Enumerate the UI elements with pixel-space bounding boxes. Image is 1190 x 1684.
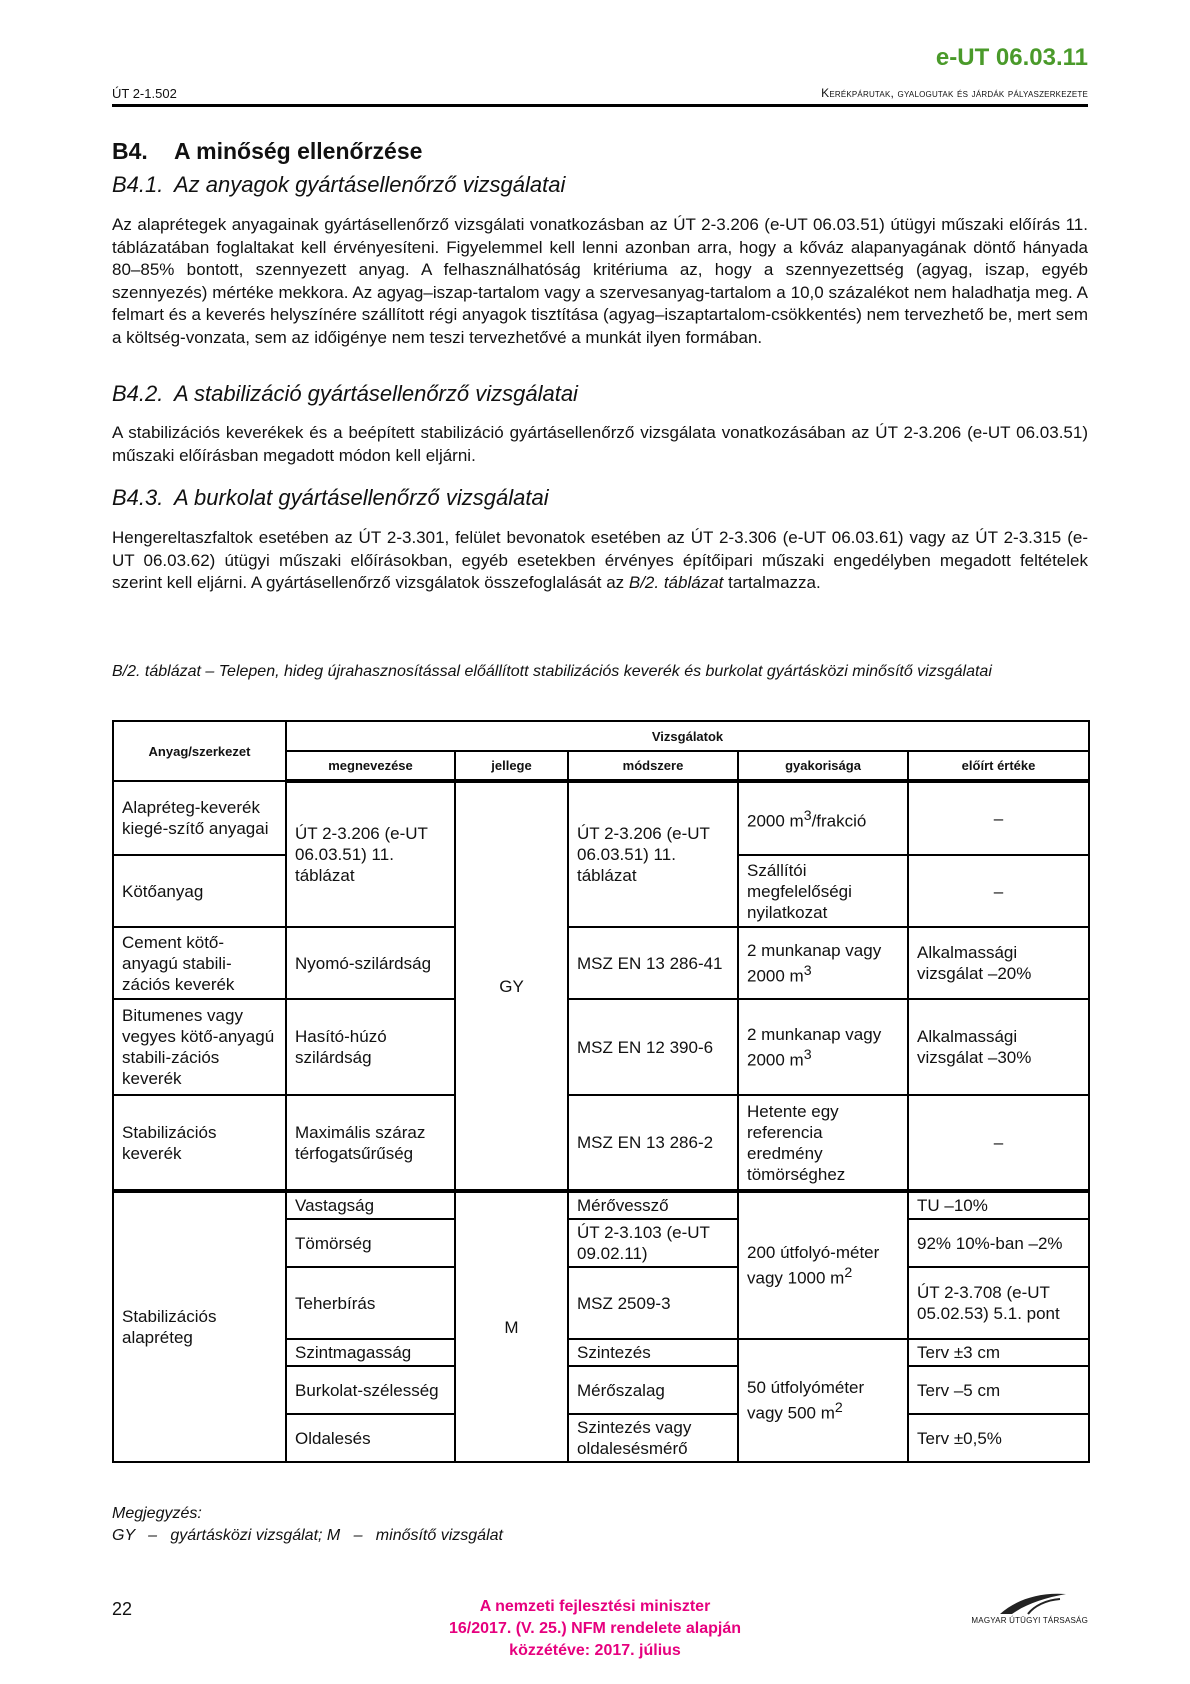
cell-value: Terv ±0,5% xyxy=(908,1414,1089,1462)
subsection-heading-b43 xyxy=(112,485,549,511)
cell-value: – xyxy=(908,781,1089,855)
cell-name: Oldalesés xyxy=(286,1414,455,1462)
note-line: GY – gyártásközi vizsgálat; M – minősítő vizsgálat xyxy=(112,1527,503,1544)
cell-name: Maximális száraz térfogatsűrűség xyxy=(286,1095,455,1191)
subsection-number: B4.3. xyxy=(112,485,164,510)
table-row xyxy=(113,927,1089,999)
header-standard-id: ÚT 2-1.502 xyxy=(112,86,177,101)
cell-value: Terv –5 cm xyxy=(908,1366,1089,1414)
header-material: Anyag/szerkezet xyxy=(113,721,286,781)
paragraph-b41: Az alaprétegek anyagainak gyártásellenőrző vizsgálati vonatkozásban az ÚT 2-3.206 (e-UT 06.03.51) útügyi műszaki előírás 11. táblázatában foglaltakat kell érvényesíteni. Figyelemmel kell lenni azonban arra, hogy a kőváz alapanyagának döntő hányada 80–85% bontott, szennyezett anyag. A felhasználhatóság kritériuma az, hogy a szennyezettség (agyag, iszap, egyéb szennyezés) mértéke mekkora. Az agyag–iszap-tartalom vagy a szervesanyag-tartalom a 10,0 százalékot nem haladhatja meg. A felmart és a keverés helyszínére szállított régi anyagok tisztítása (agyag–iszaptartalom-csökkentés) nem tervezhető be, mert sem a költség-vonzata, sem az időigénye nem teszi tervezhetővé a munkát ilyen formában. xyxy=(112,215,1088,347)
cell-frequency: Hetente egy referencia eredmény tömörséghez xyxy=(738,1095,908,1191)
table-caption: B/2. táblázat – Telepen, hideg újrahasznosítással előállított stabilizációs keverék és burkolat gyártásközi minősítő vizsgálatai xyxy=(112,663,992,680)
table-note xyxy=(112,1503,503,1547)
cell-type-m: M xyxy=(455,1191,568,1462)
cell-name: ÚT 2-3.206 (e-UT 06.03.51) 11. táblázat xyxy=(286,781,455,927)
cell-material: Alapréteg-keverék kiegé-szítő anyagai xyxy=(113,781,286,855)
section-number: B4. xyxy=(112,138,148,164)
footer-publication-note xyxy=(350,1596,840,1662)
section-title: A minőség ellenőrzése xyxy=(174,138,423,164)
document-code: e-UT 06.03.11 xyxy=(935,44,1088,71)
cell-value: – xyxy=(908,855,1089,927)
cell-material: Stabilizációs keverék xyxy=(113,1095,286,1191)
header-col-frequency: gyakorisága xyxy=(738,751,908,781)
tests-table xyxy=(112,720,1090,1463)
footer-line-2: 16/2017. (V. 25.) NFM rendelete alapján xyxy=(449,1620,741,1637)
cell-value: 92% 10%-ban –2% xyxy=(908,1219,1089,1267)
table-row xyxy=(113,1191,1089,1219)
cell-name: Vastagság xyxy=(286,1191,455,1219)
subsection-heading-b42 xyxy=(112,381,578,407)
table-row xyxy=(113,999,1089,1095)
cell-method: Szintezés vagy oldalesésmérő xyxy=(568,1414,738,1462)
cell-value: – xyxy=(908,1095,1089,1191)
cell-method: MSZ EN 13 286-41 xyxy=(568,927,738,999)
cell-material: Kötőanyag xyxy=(113,855,286,927)
cell-value: Alkalmassági vizsgálat –30% xyxy=(908,999,1089,1095)
cell-frequency: 2 munkanap vagy 2000 $m^3$ xyxy=(738,927,908,999)
cell-frequency: Szállítói megfelelőségi nyilatkozat xyxy=(738,855,908,927)
header-tests: Vizsgálatok xyxy=(286,721,1089,751)
subsection-number: B4.1. xyxy=(112,172,164,197)
cell-frequency: 50 útfolyóméter vagy 500 $m^2$ xyxy=(738,1339,908,1462)
cell-value: ÚT 2-3.708 (e-UT 05.02.53) 5.1. pont xyxy=(908,1267,1089,1339)
header-rule xyxy=(112,104,1088,107)
footer-line-1: A nemzeti fejlesztési miniszter xyxy=(479,1598,711,1615)
footer-line-3: közzétéve: 2017. július xyxy=(509,1642,681,1659)
cell-method: MSZ 2509-3 xyxy=(568,1267,738,1339)
road-swoosh-icon xyxy=(998,1590,1068,1616)
header-col-name: megnevezése xyxy=(286,751,455,781)
table-row xyxy=(113,781,1089,855)
cell-name: Tömörség xyxy=(286,1219,455,1267)
cell-method: Mérővessző xyxy=(568,1191,738,1219)
cell-value: TU –10% xyxy=(908,1191,1089,1219)
cell-frequency: 2000 $m^3$/frakció xyxy=(738,781,908,855)
paragraph-text: Hengereltaszfaltok esetében az ÚT 2-3.301, felület bevonatok esetében az ÚT 2-3.306 (e-UT 06.03.61) vagy az ÚT 2-3.315 (e-UT 06.03.62) útügyi műszaki előírásokban, egyéb esetekben érvényes építőipari műszaki engedélyben megadott feltételek szerint kell eljárni. A gyártásellenőrző vizsgálatok összefoglalását az xyxy=(112,528,1088,593)
paragraph-b42: A stabilizációs keverékek és a beépített stabilizáció gyártásellenőrző vizsgálata vonatkozásában az ÚT 2-3.206 (e-UT 06.03.51) műszaki előírásban megadott módon kell eljárni. xyxy=(112,423,1088,465)
logo-text: MAGYAR ÚTÜGYI TÁRSASÁG xyxy=(971,1616,1088,1625)
cell-material: Bitumenes vagy vegyes kötő-anyagú stabili-zációs keverék xyxy=(113,999,286,1095)
cell-method: ÚT 2-3.206 (e-UT 06.03.51) 11. táblázat xyxy=(568,781,738,927)
cell-material: Cement kötő-anyagú stabili-zációs keverék xyxy=(113,927,286,999)
cell-value: Alkalmassági vizsgálat –20% xyxy=(908,927,1089,999)
header-document-title: Kerékpárutak, gyalogutak és járdák pályaszerkezete xyxy=(821,86,1088,100)
header-col-method: módszere xyxy=(568,751,738,781)
table-row xyxy=(113,1095,1089,1191)
note-title: Megjegyzés: xyxy=(112,1505,202,1522)
header-col-value: előírt értéke xyxy=(908,751,1089,781)
cell-material: Stabilizációs alapréteg xyxy=(113,1191,286,1462)
cell-name: Hasító-húzó szilárdság xyxy=(286,999,455,1095)
cell-method: Szintezés xyxy=(568,1339,738,1366)
paragraph-b43 xyxy=(112,527,1088,595)
subsection-title: Az anyagok gyártásellenőrző vizsgálatai xyxy=(174,172,566,197)
cell-value: Terv ±3 cm xyxy=(908,1339,1089,1366)
cell-frequency: 200 útfolyó-méter vagy 1000 $m^2$ xyxy=(738,1191,908,1339)
cell-name: Burkolat-szélesség xyxy=(286,1366,455,1414)
header-col-type: jellege xyxy=(455,751,568,781)
cell-method: ÚT 2-3.103 (e-UT 09.02.11) xyxy=(568,1219,738,1267)
subsection-heading-b41 xyxy=(112,172,565,198)
subsection-title: A stabilizáció gyártásellenőrző vizsgálatai xyxy=(174,381,578,406)
cell-name: Teherbírás xyxy=(286,1267,455,1339)
cell-type-gy: GY xyxy=(455,781,568,1191)
cell-name: Nyomó-szilárdság xyxy=(286,927,455,999)
section-heading xyxy=(112,138,422,165)
subsection-title: A burkolat gyártásellenőrző vizsgálatai xyxy=(174,485,549,510)
page-number: 22 xyxy=(112,1599,133,1619)
cell-method: Mérőszalag xyxy=(568,1366,738,1414)
subsection-number: B4.2. xyxy=(112,381,164,406)
society-logo xyxy=(938,1590,1088,1630)
table-reference: B/2. táblázat xyxy=(628,573,724,593)
paragraph-text: tartalmazza. xyxy=(723,573,821,593)
cell-method: MSZ EN 12 390-6 xyxy=(568,999,738,1095)
cell-frequency: 2 munkanap vagy 2000 $m^3$ xyxy=(738,999,908,1095)
cell-name: Szintmagasság xyxy=(286,1339,455,1366)
cell-method: MSZ EN 13 286-2 xyxy=(568,1095,738,1191)
